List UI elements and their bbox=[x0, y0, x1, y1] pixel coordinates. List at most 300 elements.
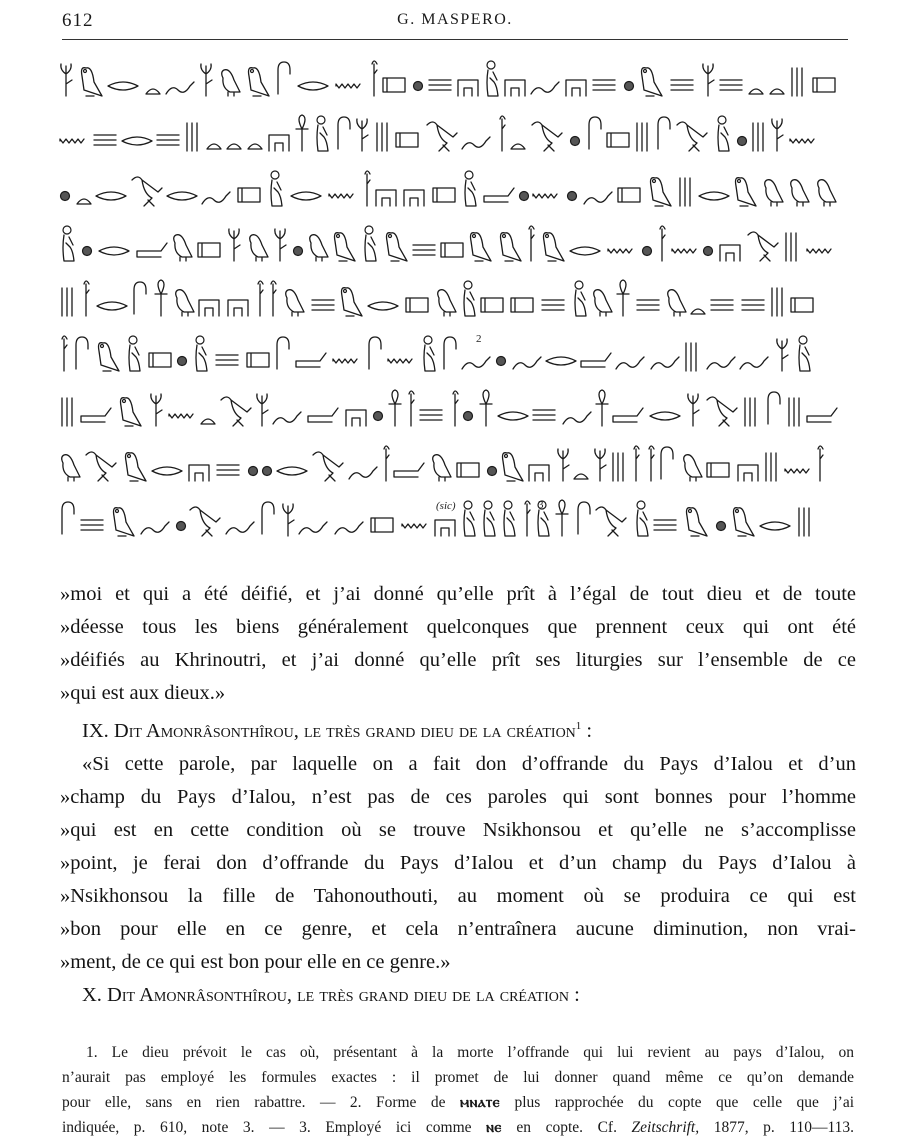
hieroglyph-snake bbox=[462, 137, 490, 149]
glyph-stroke bbox=[76, 337, 88, 369]
hieroglyph-strokes bbox=[772, 288, 782, 316]
glyph-stroke bbox=[83, 247, 92, 256]
hieroglyph-seated bbox=[637, 501, 648, 536]
glyph-stroke bbox=[207, 144, 221, 149]
hieroglyph-owl bbox=[651, 178, 672, 206]
hieroglyph-dot bbox=[643, 247, 652, 256]
glyph-stroke bbox=[768, 392, 780, 424]
hieroglyph-ankh bbox=[480, 390, 492, 426]
hieroglyph-loaf bbox=[149, 353, 171, 367]
glyph-stroke bbox=[369, 337, 381, 369]
glyph-stroke bbox=[707, 397, 737, 426]
hieroglyph-line-3-glyphs bbox=[58, 166, 852, 212]
glyph-stroke bbox=[62, 502, 74, 534]
hieroglyph-reed bbox=[84, 281, 89, 316]
glyph-stroke bbox=[62, 455, 80, 481]
glyph-stroke bbox=[525, 501, 530, 536]
glyph-stroke bbox=[738, 180, 741, 183]
hieroglyph-line-4 bbox=[58, 221, 852, 267]
hieroglyph-bird bbox=[132, 177, 162, 206]
hieroglyph-snake bbox=[563, 412, 591, 424]
glyph-stroke bbox=[368, 302, 398, 310]
hieroglyph-ankh bbox=[596, 390, 608, 426]
hieroglyph-bird bbox=[190, 507, 220, 536]
footnote-text: pour elle, sans en rien rabattre. — 2. Forme de bbox=[62, 1094, 446, 1111]
hieroglyph-reed bbox=[409, 391, 414, 426]
glyph-stroke bbox=[333, 359, 357, 363]
hieroglyph-rope bbox=[76, 337, 88, 369]
glyph-stroke bbox=[201, 419, 215, 424]
hieroglyph-house bbox=[720, 245, 740, 261]
hieroglyph-owl bbox=[249, 68, 270, 96]
hieroglyph-ankh bbox=[617, 280, 629, 316]
hieroglyph-mouth bbox=[167, 192, 197, 200]
hieroglyph-loaf bbox=[511, 298, 533, 312]
hieroglyph-seated bbox=[317, 116, 328, 151]
glyph-stroke bbox=[790, 139, 814, 143]
glyph-stroke bbox=[250, 235, 268, 261]
hieroglyph-seated bbox=[271, 171, 282, 206]
hieroglyph-seated bbox=[63, 226, 74, 261]
heading-ix-title: it Amonrâsonthîrou, le très grand dieu de la création bbox=[128, 720, 576, 742]
hieroglyph-snake bbox=[299, 522, 327, 534]
glyph-stroke bbox=[247, 353, 269, 367]
glyph-stroke bbox=[505, 80, 525, 96]
glyph-stroke bbox=[196, 336, 204, 344]
hieroglyph-rope bbox=[768, 392, 780, 424]
hieroglyph-arm bbox=[137, 243, 167, 257]
glyph-stroke bbox=[424, 336, 432, 344]
hieroglyph-strokes bbox=[187, 123, 197, 151]
glyph-stroke bbox=[637, 510, 648, 536]
hieroglyph-dot bbox=[497, 357, 506, 366]
glyph-stroke bbox=[650, 412, 680, 420]
hieroglyph-ankh bbox=[155, 280, 167, 316]
glyph-stroke bbox=[228, 300, 248, 316]
page-number: 612 bbox=[62, 10, 94, 31]
hieroglyph-rope bbox=[658, 117, 670, 149]
glyph-stroke bbox=[226, 522, 254, 534]
glyph-stroke bbox=[575, 290, 586, 316]
glyph-stroke bbox=[337, 235, 340, 238]
hieroglyph-snake bbox=[141, 522, 169, 534]
hieroglyph-lines bbox=[720, 80, 742, 90]
hieroglyph-plant bbox=[357, 119, 368, 151]
hieroglyph-water bbox=[807, 249, 831, 253]
hieroglyph-house bbox=[346, 410, 366, 426]
hieroglyph-snake bbox=[513, 357, 541, 369]
hieroglyph-strokes bbox=[792, 68, 802, 96]
glyph-stroke bbox=[458, 80, 478, 96]
hieroglyph-plant bbox=[772, 119, 783, 151]
glyph-stroke bbox=[346, 410, 366, 426]
glyph-stroke bbox=[258, 281, 263, 316]
glyph-stroke bbox=[529, 465, 549, 481]
glyph-stroke bbox=[498, 412, 528, 420]
glyph-stroke bbox=[770, 89, 784, 94]
glyph-stroke bbox=[116, 510, 119, 513]
hieroglyph-water bbox=[336, 84, 360, 88]
glyph-stroke bbox=[531, 82, 559, 94]
glyph-stroke bbox=[317, 125, 328, 151]
glyph-stroke bbox=[174, 235, 192, 261]
hieroglyph-owl bbox=[114, 508, 135, 536]
glyph-stroke bbox=[558, 449, 569, 481]
hieroglyph-quail bbox=[310, 235, 328, 261]
hieroglyph-bird bbox=[532, 122, 562, 151]
hieroglyph-ankh bbox=[556, 500, 568, 536]
glyph-stroke bbox=[566, 80, 586, 96]
hieroglyph-line-1-glyphs bbox=[58, 56, 852, 102]
hieroglyph-lines bbox=[216, 355, 238, 365]
hieroglyph-snake bbox=[273, 412, 301, 424]
hieroglyph-water bbox=[790, 139, 814, 143]
hieroglyph-house bbox=[738, 465, 758, 481]
hieroglyph-mouth bbox=[291, 192, 321, 200]
hieroglyph-loaf bbox=[607, 133, 629, 147]
glyph-stroke bbox=[271, 171, 279, 179]
glyph-stroke bbox=[257, 394, 268, 426]
hieroglyph-reed bbox=[660, 226, 665, 261]
glyph-stroke bbox=[149, 353, 171, 367]
hieroglyph-mouth bbox=[97, 302, 127, 310]
hieroglyph-mouth bbox=[298, 82, 328, 90]
glyph-stroke bbox=[317, 116, 325, 124]
text-line: »champ du Pays d’Ialou, n’est pas de ces paroles qui sont bonnes pour l’homme bbox=[60, 786, 856, 808]
hieroglyph-water bbox=[785, 469, 809, 473]
hieroglyph-owl bbox=[544, 233, 565, 261]
glyph-stroke bbox=[457, 463, 479, 477]
glyph-stroke bbox=[60, 139, 84, 143]
hieroglyph-reed bbox=[365, 171, 370, 206]
glyph-stroke bbox=[533, 194, 557, 198]
hieroglyph-lines bbox=[671, 80, 693, 90]
glyph-stroke bbox=[62, 336, 67, 371]
hieroglyph-ankh bbox=[389, 390, 401, 426]
hieroglyph-arm bbox=[807, 408, 837, 422]
hieroglyph-loaf bbox=[457, 463, 479, 477]
hieroglyph-lines bbox=[217, 465, 239, 475]
glyph-stroke bbox=[643, 247, 652, 256]
hieroglyph-loaf bbox=[371, 518, 393, 532]
heading-x-number: X. D bbox=[82, 984, 122, 1006]
glyph-stroke bbox=[298, 82, 328, 90]
glyph-stroke bbox=[464, 412, 473, 421]
glyph-stroke bbox=[441, 243, 463, 257]
hieroglyph-bread bbox=[511, 144, 525, 149]
hieroglyph-owl bbox=[501, 233, 522, 261]
text-line: »point, je ferai don d’offrande du Pays d’Ialou et d’un champ du Pays d’Ialou à bbox=[60, 852, 856, 874]
glyph-stroke bbox=[465, 180, 476, 206]
footnote-text: plus rapprochée du copte que celle que j’ai bbox=[514, 1094, 855, 1111]
glyph-stroke bbox=[570, 247, 600, 255]
hieroglyph-lines bbox=[533, 410, 555, 420]
glyph-stroke bbox=[198, 243, 220, 257]
glyph-stroke bbox=[487, 61, 495, 69]
glyph-stroke bbox=[438, 290, 456, 316]
glyph-stroke bbox=[464, 510, 475, 536]
text-line: »qui est en cette condition où se trouve Nsikhonsou et qu’elle ne s’accomplisse bbox=[60, 819, 856, 841]
hieroglyph-arm bbox=[308, 408, 338, 422]
glyph-stroke bbox=[596, 390, 608, 426]
glyph-stroke bbox=[84, 281, 89, 316]
hieroglyph-quail bbox=[791, 180, 809, 206]
glyph-stroke bbox=[177, 522, 186, 531]
hieroglyph-seated bbox=[484, 501, 495, 536]
hieroglyph-mouth bbox=[152, 467, 182, 475]
glyph-stroke bbox=[799, 336, 807, 344]
glyph-stroke bbox=[63, 235, 74, 261]
sic-annotation: (sic) bbox=[436, 500, 456, 512]
hieroglyph-owl bbox=[121, 398, 142, 426]
hieroglyph-strokes bbox=[62, 288, 72, 316]
hieroglyph-house bbox=[529, 465, 549, 481]
hieroglyph-dot bbox=[61, 192, 70, 201]
hieroglyph-arm bbox=[296, 353, 326, 367]
hieroglyph-rope bbox=[444, 337, 456, 369]
glyph-stroke bbox=[299, 522, 327, 534]
glyph-stroke bbox=[308, 408, 338, 422]
hieroglyph-lines bbox=[413, 245, 435, 255]
glyph-stroke bbox=[596, 507, 626, 536]
glyph-stroke bbox=[487, 70, 498, 96]
hieroglyph-line-4-glyphs bbox=[58, 221, 852, 267]
glyph-stroke bbox=[344, 290, 347, 293]
hieroglyph-dot bbox=[263, 467, 272, 476]
hieroglyph-ankh bbox=[296, 115, 308, 151]
hieroglyph-lines bbox=[420, 410, 442, 420]
hieroglyph-strokes bbox=[62, 398, 72, 426]
glyph-stroke bbox=[707, 357, 735, 369]
hieroglyph-loaf bbox=[618, 188, 640, 202]
glyph-stroke bbox=[389, 235, 392, 238]
hieroglyph-snake bbox=[531, 82, 559, 94]
hieroglyph-reed bbox=[634, 446, 639, 481]
hieroglyph-line-5 bbox=[58, 276, 852, 322]
glyph-stroke bbox=[129, 345, 140, 371]
glyph-stroke bbox=[84, 70, 87, 73]
footnote-line bbox=[62, 1090, 854, 1115]
heading-x-title: it Amonrâsonthîrou, le très grand dieu de la création : bbox=[121, 984, 580, 1006]
glyph-stroke bbox=[169, 414, 193, 418]
glyph-stroke bbox=[717, 522, 726, 531]
hieroglyph-mouth bbox=[546, 357, 576, 365]
hieroglyph-owl bbox=[687, 508, 708, 536]
hieroglyph-house bbox=[505, 80, 525, 96]
glyph-stroke bbox=[660, 226, 665, 261]
hieroglyph-water bbox=[169, 414, 193, 418]
hieroglyph-loaf bbox=[441, 243, 463, 257]
glyph-stroke bbox=[435, 520, 455, 536]
glyph-stroke bbox=[532, 122, 562, 151]
hieroglyph-arm bbox=[81, 408, 111, 422]
glyph-stroke bbox=[791, 298, 813, 312]
glyph-stroke bbox=[563, 412, 591, 424]
heading-ix-colon: : bbox=[581, 720, 593, 742]
hieroglyph-bread bbox=[574, 474, 588, 479]
hieroglyph-water bbox=[60, 139, 84, 143]
hieroglyph-plant bbox=[257, 394, 268, 426]
hieroglyph-quail bbox=[174, 235, 192, 261]
hieroglyph-loaf bbox=[481, 298, 503, 312]
hieroglyph-snake bbox=[616, 357, 644, 369]
glyph-stroke bbox=[618, 188, 640, 202]
hieroglyph-line-2 bbox=[58, 111, 852, 157]
glyph-stroke bbox=[473, 235, 476, 238]
glyph-stroke bbox=[97, 302, 127, 310]
running-head-author: G. MASPERO. bbox=[397, 11, 513, 28]
glyph-stroke bbox=[63, 226, 71, 234]
hieroglyph-lines bbox=[742, 300, 764, 310]
glyph-stroke bbox=[108, 82, 138, 90]
hieroglyph-dot bbox=[178, 357, 187, 366]
footnote-text: en copte. Cf. bbox=[516, 1119, 617, 1136]
glyph-stroke bbox=[404, 190, 424, 206]
hieroglyph-seated bbox=[504, 501, 515, 536]
hieroglyph-loaf bbox=[383, 78, 405, 92]
hieroglyph-rope bbox=[278, 62, 290, 94]
hieroglyph-mouth bbox=[699, 192, 729, 200]
glyph-stroke bbox=[575, 281, 583, 289]
glyph-stroke bbox=[807, 408, 837, 422]
glyph-stroke bbox=[81, 408, 111, 422]
glyph-stroke bbox=[511, 298, 533, 312]
hieroglyph-reed bbox=[271, 281, 276, 316]
hieroglyph-dot bbox=[249, 467, 258, 476]
glyph-stroke bbox=[661, 447, 673, 479]
hieroglyph-quail bbox=[818, 180, 836, 206]
hieroglyph-plant bbox=[229, 229, 240, 261]
hieroglyph-dot bbox=[738, 137, 747, 146]
glyph-stroke bbox=[137, 243, 167, 257]
glyph-stroke bbox=[699, 192, 729, 200]
glyph-stroke bbox=[251, 70, 254, 73]
hieroglyph-strokes bbox=[680, 178, 690, 206]
glyph-stroke bbox=[275, 229, 286, 261]
glyph-stroke bbox=[190, 507, 220, 536]
glyph-stroke bbox=[406, 298, 428, 312]
glyph-stroke bbox=[433, 188, 455, 202]
text-line: »moi et qui a été déifié, et j’ai donné qu’elle prît à l’égal de tout dieu et de toute bbox=[60, 583, 856, 605]
hieroglyph-plant bbox=[703, 64, 714, 96]
glyph-stroke bbox=[201, 64, 212, 96]
hieroglyph-bread bbox=[207, 144, 221, 149]
glyph-stroke bbox=[608, 249, 632, 253]
footnote-text: 1877, p. 110—113. bbox=[713, 1119, 855, 1136]
hieroglyph-dot bbox=[568, 192, 577, 201]
hieroglyph-bird bbox=[427, 122, 457, 151]
hieroglyph-plant bbox=[558, 449, 569, 481]
glyph-stroke bbox=[556, 500, 568, 536]
hieroglyph-arm bbox=[581, 353, 611, 367]
glyph-stroke bbox=[462, 357, 490, 369]
glyph-stroke bbox=[546, 357, 576, 365]
footnote-text: indiquée, p. 610, note 3. — 3. Employé ici comme bbox=[62, 1119, 472, 1136]
hieroglyph-bird bbox=[596, 507, 626, 536]
hieroglyph-mouth bbox=[650, 412, 680, 420]
hieroglyph-mouth bbox=[108, 82, 138, 90]
glyph-stroke bbox=[684, 455, 702, 481]
hieroglyph-dot bbox=[704, 247, 713, 256]
glyph-stroke bbox=[748, 232, 778, 261]
hieroglyph-bread bbox=[770, 89, 784, 94]
glyph-stroke bbox=[155, 280, 167, 316]
hieroglyph-dot bbox=[717, 522, 726, 531]
hieroglyph-line-6 bbox=[58, 331, 852, 377]
hieroglyph-snake bbox=[462, 357, 490, 369]
hieroglyph-plant bbox=[777, 339, 788, 371]
footnotes bbox=[62, 1040, 854, 1140]
hieroglyph-loaf bbox=[707, 463, 729, 477]
hieroglyph-reed bbox=[384, 446, 389, 481]
glyph-stroke bbox=[464, 290, 475, 316]
glyph-stroke bbox=[480, 390, 492, 426]
hieroglyph-seated bbox=[799, 336, 810, 371]
hieroglyph-line-1 bbox=[58, 56, 852, 102]
glyph-stroke bbox=[61, 64, 72, 96]
glyph-stroke bbox=[772, 119, 783, 151]
glyph-stroke bbox=[677, 122, 707, 151]
glyph-stroke bbox=[383, 78, 405, 92]
glyph-stroke bbox=[349, 467, 377, 479]
main-text bbox=[60, 578, 856, 1012]
glyph-stroke bbox=[101, 345, 104, 348]
hieroglyph-snake bbox=[707, 357, 735, 369]
hieroglyph-lines bbox=[81, 520, 103, 530]
glyph-stroke bbox=[488, 467, 497, 476]
glyph-stroke bbox=[176, 290, 194, 316]
glyph-stroke bbox=[738, 137, 747, 146]
hieroglyph-bread bbox=[201, 419, 215, 424]
glyph-stroke bbox=[538, 510, 549, 536]
glyph-stroke bbox=[396, 133, 418, 147]
hieroglyph-owl bbox=[503, 453, 524, 481]
hieroglyph-snake bbox=[226, 522, 254, 534]
glyph-stroke bbox=[229, 229, 240, 261]
glyph-stroke bbox=[310, 235, 328, 261]
hieroglyph-dot bbox=[374, 412, 383, 421]
hieroglyph-loaf bbox=[813, 78, 835, 92]
glyph-stroke bbox=[365, 226, 373, 234]
hieroglyph-water bbox=[672, 249, 696, 253]
hieroglyph-lines bbox=[542, 300, 564, 310]
hieroglyph-house bbox=[199, 300, 219, 316]
glyph-stroke bbox=[691, 309, 705, 314]
glyph-stroke bbox=[409, 391, 414, 426]
hieroglyph-bread bbox=[248, 144, 262, 149]
hieroglyph-loaf bbox=[198, 243, 220, 257]
glyph-stroke bbox=[616, 357, 644, 369]
hieroglyph-superscript-3: 3 bbox=[538, 499, 544, 511]
hieroglyph-dot bbox=[414, 82, 423, 91]
glyph-stroke bbox=[371, 518, 393, 532]
hieroglyph-plant bbox=[688, 394, 699, 426]
hieroglyph-quail bbox=[668, 290, 686, 316]
glyph-stroke bbox=[777, 339, 788, 371]
glyph-stroke bbox=[497, 357, 506, 366]
glyph-stroke bbox=[249, 467, 258, 476]
glyph-stroke bbox=[389, 390, 401, 426]
glyph-stroke bbox=[222, 70, 240, 96]
glyph-stroke bbox=[291, 192, 321, 200]
glyph-stroke bbox=[503, 235, 506, 238]
hieroglyph-strokes bbox=[613, 453, 623, 481]
glyph-stroke bbox=[736, 510, 739, 513]
hieroglyph-quail bbox=[250, 235, 268, 261]
hieroglyph-mouth bbox=[277, 467, 307, 475]
hieroglyph-reed bbox=[818, 446, 823, 481]
hieroglyph-dot bbox=[83, 247, 92, 256]
